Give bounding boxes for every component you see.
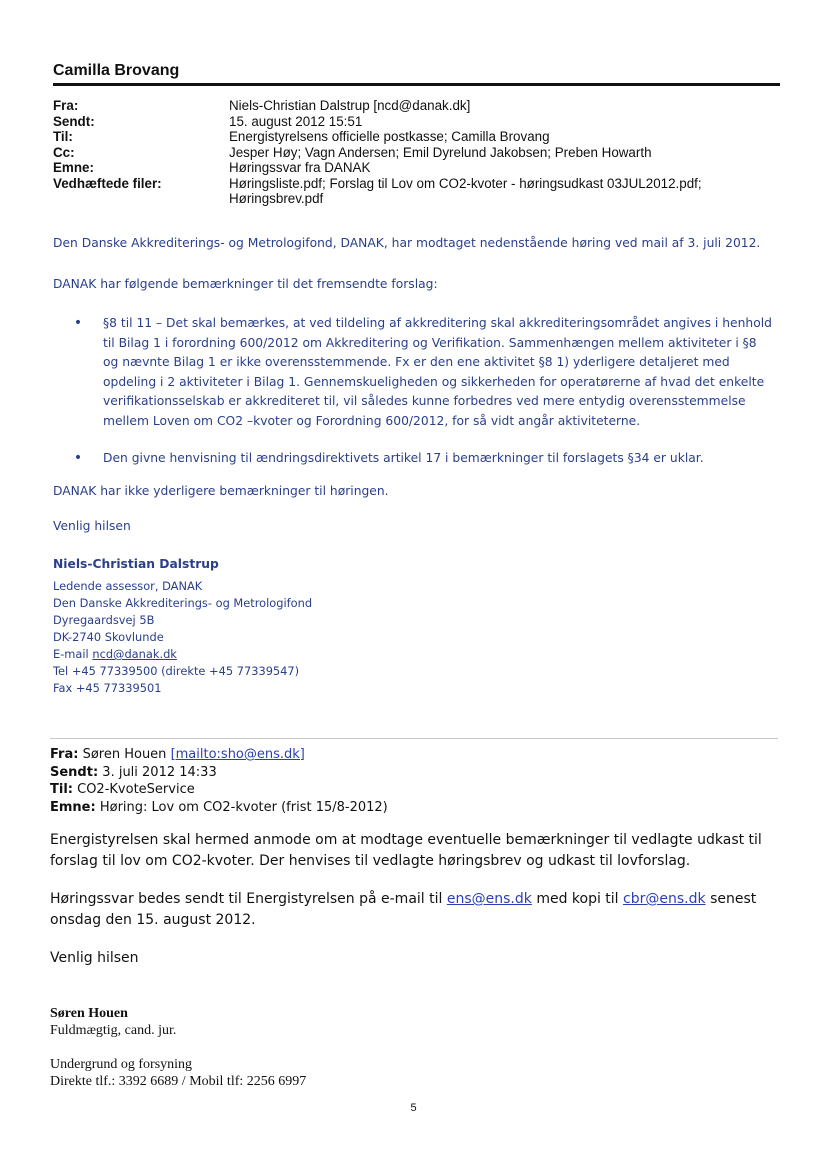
cc-value: Jesper Høy; Vagn Andersen; Emil Dyrelund Jakobsen; Preben Howarth — [229, 144, 652, 160]
divider — [50, 738, 778, 739]
fwd-para2-text-c: senest onsdag den 15. august 2012. — [50, 891, 757, 928]
signature-title: Ledende assessor, DANAK — [53, 579, 203, 593]
fwd-signature — [50, 1005, 306, 1090]
fwd-sent-row — [50, 764, 388, 782]
from-label: Fra: — [53, 98, 79, 113]
sent-value: 15. august 2012 15:51 — [229, 113, 363, 129]
fwd-from-mail-link[interactable]: [mailto:sho@ens.dk] — [170, 747, 305, 762]
fwd-sent-value: 3. juli 2012 14:33 — [102, 764, 217, 780]
fwd-to-row — [50, 781, 388, 799]
to-value: Energistyrelsens officielle postkasse; Camilla Brovang — [229, 129, 550, 144]
fwd-to-value: CO2-KvoteService — [77, 782, 195, 797]
fwd-subject-value: Høring: Lov om CO2-kvoter (frist 15/8-2012) — [99, 799, 388, 815]
header-rule — [53, 83, 780, 86]
signature-tel: Tel +45 77339500 (direkte +45 77339547) — [53, 664, 300, 678]
to-row — [53, 129, 729, 145]
fwd-sent-label: Sendt: — [50, 764, 99, 780]
page-number: 5 — [410, 1102, 417, 1114]
signature-block — [53, 556, 312, 697]
to-label: Til: — [53, 129, 73, 144]
attachments-value[interactable]: Høringsliste.pdf; Forslag til Lov om CO2-kvoter - høringsudkast 03JUL2012.pdf; Høringsbrev.pdf — [229, 175, 702, 206]
bullet-icon: • — [73, 315, 83, 331]
fwd-from-row — [50, 746, 388, 764]
signature-name: Niels-Christian Dalstrup — [53, 557, 219, 571]
bullet-text: Den givne henvisning til ændringsdirektivets artikel 17 i bemærkninger til forslagets §34 er uklar. — [103, 451, 704, 465]
bullet-icon: • — [73, 450, 83, 466]
cbr-email-link[interactable]: cbr@ens.dk — [623, 891, 706, 907]
lead-paragraph: DANAK har følgende bemærkninger til det fremsendte forslag: — [53, 277, 438, 291]
closing-paragraph: DANAK har ikke yderligere bemærkninger til høringen. — [53, 484, 389, 498]
cc-row — [53, 145, 729, 161]
sent-row — [53, 114, 729, 130]
greeting: Venlig hilsen — [53, 519, 131, 533]
cc-label: Cc: — [53, 144, 75, 160]
subject-label: Emne: — [53, 160, 94, 175]
remarks-list — [53, 314, 783, 487]
email-header — [53, 98, 729, 207]
fwd-para2-text-a: Høringssvar bedes sendt til Energistyrelsen på e-mail til — [50, 891, 443, 907]
fwd-sig-phone: Direkte tlf.: 3392 6689 / Mobil tlf: 2256 6997 — [50, 1074, 307, 1089]
attachments-row — [53, 176, 729, 207]
fwd-greeting: Venlig hilsen — [50, 950, 139, 966]
fwd-sig-name: Søren Houen — [50, 1006, 128, 1021]
list-item — [53, 314, 783, 431]
fwd-subject-row — [50, 799, 388, 817]
from-row — [53, 98, 729, 114]
fwd-para2-text-b: med kopi til — [536, 891, 619, 907]
fwd-sig-title: Fuldmægtig, cand. jur. — [50, 1023, 177, 1038]
fwd-from-label: Fra: — [50, 747, 79, 762]
subject-row — [53, 160, 729, 176]
signature-city: DK-2740 Skovlunde — [53, 630, 164, 644]
ens-email-link[interactable]: ens@ens.dk — [446, 891, 532, 907]
signature-email-line — [53, 646, 312, 663]
sent-label: Sendt: — [53, 113, 95, 129]
spacer — [50, 1039, 306, 1056]
fwd-subject-label: Emne: — [50, 799, 96, 815]
mailbox-owner: Camilla Brovang — [53, 62, 180, 79]
fwd-paragraph-1: Energistyrelsen skal hermed anmode om at modtage eventuelle bemærkninger til vedlagte udkast til forslag til lov om CO2-kvoter. Der henvises til vedlagte høringsbrev og udkast til lovforslag. — [50, 832, 762, 869]
from-value: Niels-Christian Dalstrup [ncd@danak.dk] — [229, 98, 471, 113]
email-link[interactable]: ncd@danak.dk — [92, 647, 177, 661]
signature-street: Dyregaardsvej 5B — [53, 613, 155, 627]
fwd-sig-dept: Undergrund og forsyning — [50, 1057, 193, 1072]
fwd-paragraph-2 — [50, 889, 780, 931]
subject-value: Høringssvar fra DANAK — [229, 160, 371, 175]
signature-org: Den Danske Akkrediterings- og Metrologifond — [53, 596, 313, 610]
fwd-to-label: Til: — [50, 782, 73, 797]
forwarded-header — [50, 746, 388, 816]
list-item — [53, 449, 783, 469]
bullet-text: §8 til 11 – Det skal bemærkes, at ved tildeling af akkreditering skal akkrediteringsområdet angives i henhold til Bilag 1 i forordning 600/2012 om Akkreditering og Verifikation. Sammenhængen mellem aktiviteter i §8 og nævnte Bilag 1 er ikke overensstemmende. Fx er den ene aktivitet §8 1) yderligere detaljeret med opdeling i 2 aktiviteter i Bilag 1. Gennemskueligheden og sikkerheden for operatørerne af hvad det enkelte verifikationsselskab er akkrediteret til, vil således kunne forbedres ved mere entydig overensstemmelse mellem Loven om CO2 –kvoter og Forordning 600/2012, for så vidt angår aktiviteterne. — [103, 316, 772, 428]
intro-paragraph: Den Danske Akkrediterings- og Metrologifond, DANAK, har modtaget nedenstående høring ved mail af 3. juli 2012. — [53, 236, 761, 250]
attachments-label: Vedhæftede filer: — [53, 175, 162, 191]
email-label: E-mail — [53, 647, 89, 661]
signature-fax: Fax +45 77339501 — [53, 681, 162, 695]
fwd-from-name: Søren Houen — [82, 747, 167, 762]
